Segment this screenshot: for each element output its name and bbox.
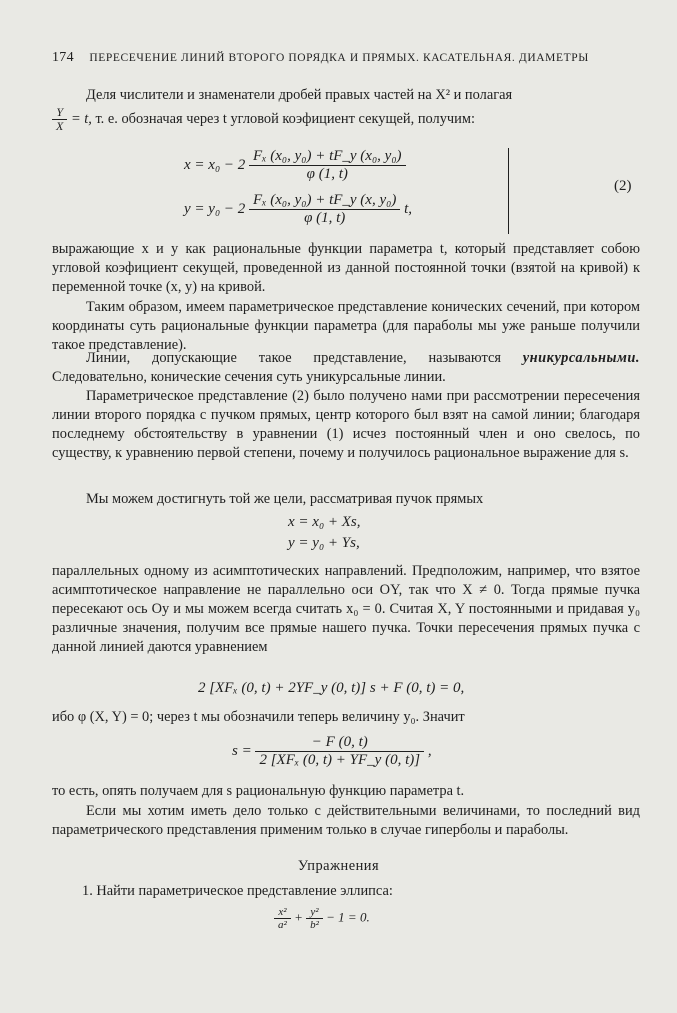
- equation-5-fraction: [255, 734, 424, 769]
- page-number: 174: [52, 50, 74, 65]
- equation-2-y-lhs: y = y₀ − 2: [184, 200, 246, 217]
- paragraph-conclusion: то есть, опять получаем для s рациональную функцию параметра t.: [52, 783, 465, 799]
- ellipse-term-y: [306, 906, 323, 931]
- ratio-denominator: X: [56, 119, 64, 133]
- equation-2-x-denominator: φ (1, t): [306, 166, 348, 182]
- ellipse-term-x-denominator: a²: [278, 919, 287, 931]
- equation-2-x-lhs: x = x₀ − 2: [184, 156, 246, 173]
- equation-2-label: (2): [614, 178, 632, 194]
- intro-line2-text: т. е. обозначая через t угловой коэфициент секущей, получим:: [95, 110, 475, 127]
- equation-2-y-numerator: Fₓ (x₀, y₀) + tF_y (x, y₀): [249, 192, 400, 210]
- equation-3-x: x = x₀ + Xs,: [288, 514, 361, 530]
- running-title: ПЕРЕСЕЧЕНИЕ ЛИНИЙ ВТОРОГО ПОРЯДКА И ПРЯМЫХ. КАСАТЕЛЬНАЯ. ДИАМЕТРЫ: [89, 52, 589, 64]
- ratio-equals: = t,: [70, 110, 92, 127]
- ellipse-term-x-numerator: x²: [274, 906, 291, 919]
- ellipse-tail: − 1 = 0.: [326, 909, 370, 925]
- unicursal-text-end: Следовательно, конические сечения суть уникурсальные линии.: [52, 369, 446, 385]
- equation-2-x: [184, 148, 406, 183]
- equation-2-x-fraction: [249, 148, 406, 183]
- paragraph-intro-line2: [52, 106, 640, 133]
- equation-5-numerator: − F (0, t): [255, 734, 424, 752]
- ellipse-plus: +: [294, 909, 303, 925]
- equation-2-y-tail: t,: [404, 200, 412, 217]
- equation-brace: [508, 148, 513, 234]
- equation-2-y-denominator: φ (1, t): [304, 210, 346, 226]
- paragraph-pencil: Мы можем достигнуть той же цели, рассматривая пучок прямых: [86, 491, 484, 507]
- ratio-numerator: Y: [52, 106, 67, 120]
- equation-2-y-fraction: [249, 192, 400, 227]
- equation-4: 2 [XFₓ (0, t) + 2YF_y (0, t)] s + F (0, t) = 0,: [198, 680, 465, 696]
- exercise-1-equation: [274, 906, 370, 931]
- exercise-item-1: [82, 883, 642, 900]
- paragraph-parametric: Таким образом, имеем параметрическое представление конических сечений, при котором координаты суть рациональные функции параметра (для параболы мы уже раньше получили такое представление).: [52, 299, 640, 353]
- equation-5: [232, 734, 432, 769]
- paragraph-asymptotic: параллельных одному из асимптотических направлений. Предположим, например, что взятое асимптотическое направление не параллельно оси OY, так что X ≠ 0. Тогда прямые пучка пересекают ось Oy и мы можем всегда считать x₀ = 0. Считая X, Y постоянными и придавая y₀ различные значения, получим все прямые нашего пучка. Точки пересечения прямых пучка с данной линией даются уравнением: [52, 563, 640, 655]
- paragraph-rational-functions: выражающие x и y как рациональные функции параметра t, который представляет собою угловой коэфициент секущей, проведенной из данной постоянной точки (взятой на кривой) к переменной точке (x, y) на кривой.: [52, 241, 640, 295]
- exercise-1-number: 1.: [82, 883, 93, 899]
- ellipse-term-y-denominator: b²: [310, 919, 319, 931]
- equation-5-lhs: s =: [232, 742, 252, 759]
- ellipse-term-x: [274, 906, 291, 931]
- ratio-fraction: [52, 106, 67, 133]
- equation-2-x-numerator: Fₓ (x₀, y₀) + tF_y (x₀, y₀): [249, 148, 406, 166]
- equation-5-denominator: 2 [XFₓ (0, t) + YF_y (0, t)]: [259, 752, 421, 768]
- paragraph-unicursal: [52, 349, 640, 387]
- paragraph-derivation: Параметрическое представление (2) было получено нами при рассмотрении пересечения линии второго порядка с пучком прямых, центр которого был взят на самой линии; благодаря последнему обстоятельству в уравнении (1) исчез постоянный член и оно свелось, по существу, к уравнению первой степени, почему и получилось рациональное выражение для s.: [52, 388, 640, 461]
- ellipse-term-y-numerator: y²: [306, 906, 323, 919]
- unicursal-term: уникурсальными.: [522, 350, 640, 366]
- paragraph-phi: ибо φ (X, Y) = 0; через t мы обозначили теперь величину y₀. Значит: [52, 709, 465, 725]
- exercises-title: Упражнения: [297, 858, 380, 874]
- equation-5-tail: ,: [427, 742, 432, 759]
- paragraph-intro: [52, 86, 640, 105]
- unicursal-text-start: Линии, допускающие такое представление, называются: [86, 350, 501, 366]
- paragraph-intro-line1: Деля числители и знаменатели дробей правых частей на X² и полагая: [86, 87, 513, 103]
- equation-3-y: y = y₀ + Ys,: [288, 535, 360, 551]
- running-header: [52, 50, 612, 66]
- paragraph-real-values: Если мы хотим иметь дело только с действительными величинами, то последний вид параметрического представления применим только в случае гиперболы и параболы.: [52, 803, 640, 838]
- exercise-1-text: Найти параметрическое представление эллипса:: [96, 883, 393, 899]
- equation-2-y: [184, 192, 412, 227]
